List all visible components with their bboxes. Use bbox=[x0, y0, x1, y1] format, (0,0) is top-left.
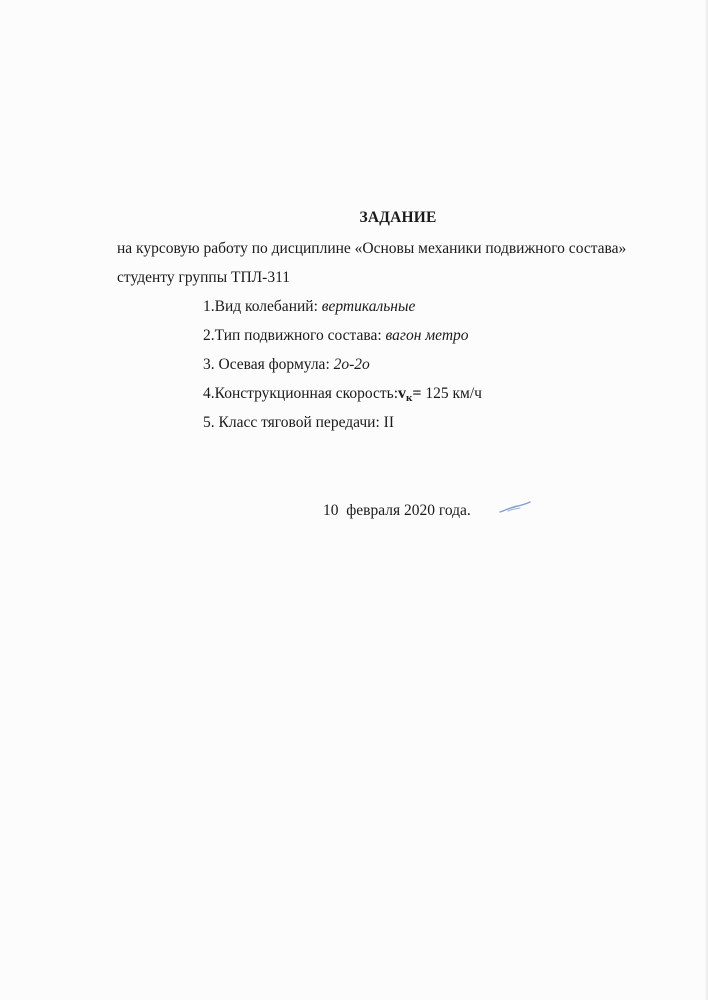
intro-line-student-group: студенту группы ТПЛ-311 bbox=[117, 269, 291, 286]
task-item-label: 2.Тип подвижного состава: bbox=[203, 327, 386, 344]
signature-mark-icon bbox=[498, 498, 532, 516]
task-item-value: вертикальные bbox=[321, 298, 416, 315]
task-item-label: 5. Класс тяговой передачи: bbox=[203, 414, 384, 431]
task-item-label: 1.Вид колебаний: bbox=[203, 298, 322, 315]
speed-subscript: к bbox=[406, 392, 413, 404]
task-item-oscillation-type bbox=[203, 298, 415, 316]
speed-symbol: v bbox=[398, 385, 407, 402]
task-item-value: II bbox=[383, 414, 394, 431]
task-item-value: 125 км/ч bbox=[421, 385, 482, 402]
task-item-label: 3. Осевая формула: bbox=[203, 356, 334, 373]
task-item-axle-formula bbox=[203, 356, 370, 374]
task-item-value: 2о-2о bbox=[333, 356, 370, 373]
task-item-label: 4.Конструкционная скорость: bbox=[203, 385, 399, 402]
speed-equals: = bbox=[412, 385, 422, 402]
task-item-value: вагон метро bbox=[385, 327, 469, 344]
document-title: ЗАДАНИЕ bbox=[359, 209, 437, 226]
page-edge-shadow bbox=[704, 0, 708, 1000]
task-item-rolling-stock-type bbox=[203, 327, 469, 345]
task-item-design-speed bbox=[203, 385, 482, 404]
task-item-traction-class bbox=[203, 414, 394, 432]
intro-line-discipline: на курсовую работу по дисциплине «Основы механики подвижного состава» bbox=[117, 240, 627, 257]
document-date: 10 февраля 2020 года. bbox=[323, 502, 471, 519]
